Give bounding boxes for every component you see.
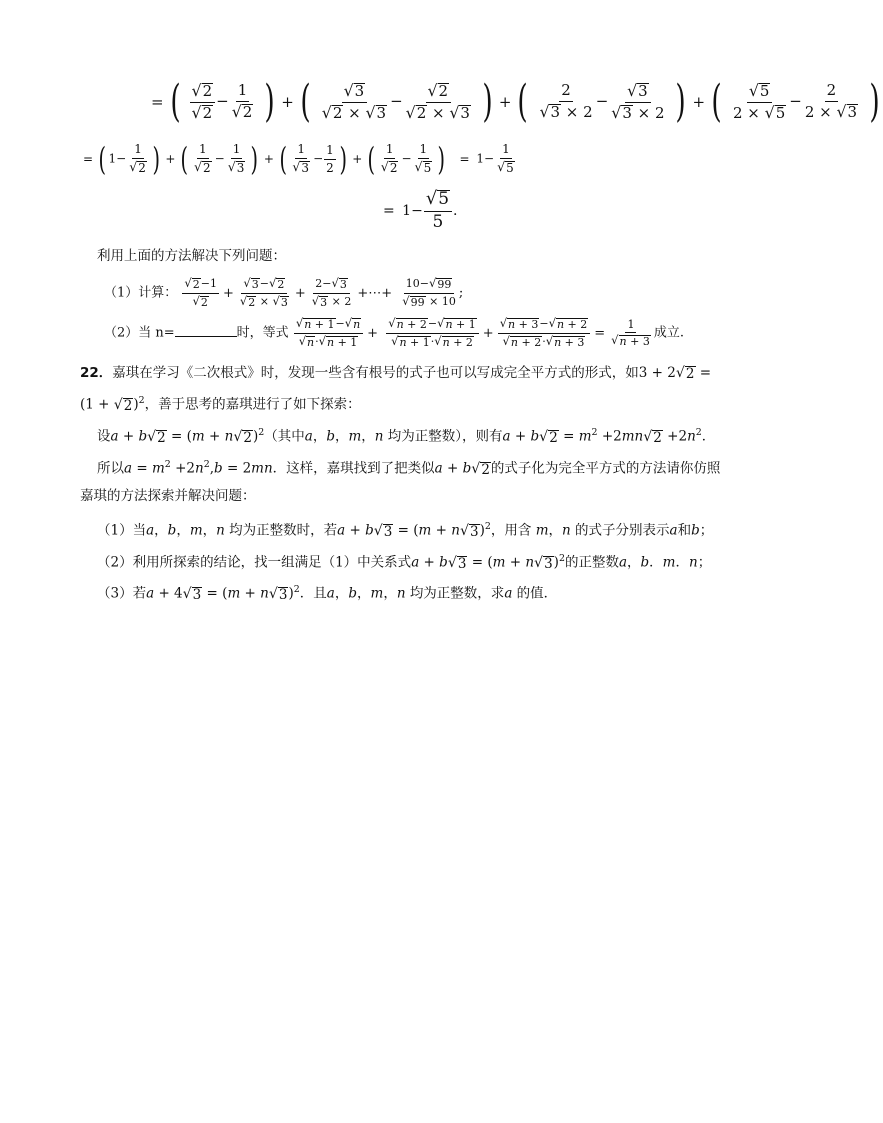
question-2: （2）当 n= 时，等式 √ n + 1 − √ n √ n · √ n + 1 + √ n + 2 − √ n + 1 √ n + 1 · √ n + 2 + √ n + 3 − √ n + 2 √ n + 2 · √ n + 3 = 1 √ n + 3 成立.: [104, 316, 684, 349]
s1-text-c: ，用含: [490, 522, 532, 539]
q2-prefix: （2）当 n=: [104, 325, 175, 341]
problem-22-line-3: 设a + b √ 2 = (m + n √ 2 )$^2$（其中a，b，m，n 均为正整数），则有a + b √ 2 = $m^2 +2mn$ √ 2 $+2n^2$．: [97, 427, 716, 446]
s1-text-d: 的式子分别表示: [575, 522, 670, 539]
problem-22-line-5: 嘉琪的方法探索并解决问题：: [80, 488, 256, 504]
sub-question-2: （2）利用所探索的结论，找一组满足（1）中关系式a + b √ 3 = (m + n √ 3 )$^2$的正整数a，b．m．n；: [97, 553, 712, 572]
s2-text-a: （2）利用所探索的结论，找一组满足（1）中关系式: [97, 554, 412, 571]
p22-text-1: 嘉琪在学习《二次根式》时，发现一些含有根号的式子也可以写成完全平方式的形式，如: [112, 365, 639, 381]
sub-question-1: （1）当a，b，m，n 均为正整数时，若a + b √ 3 = (m + n √ 3 )$^2$，用含 m，n 的式子分别表示a和b；: [97, 521, 714, 540]
intro-text: 利用上面的方法解决下列问题：: [97, 248, 286, 264]
problem-number: 22．: [80, 365, 113, 381]
q2-end: 成立.: [653, 325, 684, 341]
expr-line-3: = 1− √ 5 5 .: [383, 188, 458, 232]
p22-text-4b: 这样，嘉琪找到了把类似: [286, 460, 435, 477]
problem-22-line-1: 22．嘉琪在学习《二次根式》时，发现一些含有根号的式子也可以写成完全平方式的形式，如3 + 2 √ 2 =: [80, 365, 712, 382]
s1-text-b: 均为正整数时，若: [229, 522, 338, 539]
s1-text-a: （1）当: [97, 522, 147, 539]
problem-22-line-4: 所以$a = m^2 +2n^2,b = 2mn$．这样，嘉琪找到了把类似a + b √ 2 的式子化为完全平方式的方法请你仿照: [97, 459, 721, 478]
expr-line-2: = ( 1− 1 √ 2 ) + ( 1 √ 2 − 1 √ 3 ) + ( 1 √ 3 − $\frac{1}{2}$ ) + ( 1 √ 2 − 1 √ 5 ) = 1− 1 √ 5: [83, 140, 514, 178]
p22-text-3a: 设: [97, 428, 111, 445]
p22-text-2: ，善于思考的嘉琪进行了如下探索：: [144, 396, 361, 413]
p22-text-4c: 的式子化为完全平方式的方法请你仿照: [490, 460, 721, 477]
s3-text-d: 的值．: [516, 585, 558, 602]
s2-text-b: 的正整数: [564, 554, 619, 571]
s3-text-c: 均为正整数，求: [409, 585, 505, 602]
p22-text-3b: （其中: [264, 428, 305, 445]
q1-prefix: （1）计算：: [104, 285, 178, 301]
question-1: （1）计算： √ 2 −1 √ 2 + √ 3 − √ 2 √ 2 × √ 3 + 2− √ 3 √ 3 × 2 +⋯+ 10− √ 99 √ 99 × 10 ;: [104, 276, 464, 309]
s3-text-b: ．且: [299, 585, 327, 602]
sub-question-3: （3）若a + 4 √ 3 = (m + n √ 3 )$^2$．且a，b，m，n 均为正整数，求a 的值．: [97, 584, 558, 603]
s3-text-a: （3）若: [97, 585, 147, 602]
answer-blank[interactable]: [175, 324, 237, 337]
expr-line-1: = ( √ 2 √ 2 − 1 √ 2 ) + ( √ 3 √ 2 × √ 3 − √ 2 √ 2 × √ 3 ) + ( 2 √ 3 × 2 − √ 3 √ 3 × 2 ) + ( √ 5 2 × √ 5 − 2 2 × √ 3 ): [151, 76, 880, 127]
p22-text-3c: 均为正整数），则有: [387, 428, 503, 445]
q2-mid: 时，等式: [236, 325, 289, 341]
s1-text-e: 和: [677, 522, 692, 539]
problem-22-line-2: (1 + √ 2 )$^2$，善于思考的嘉琪进行了如下探索：: [80, 395, 361, 414]
p22-text-4a: 所以: [97, 460, 124, 477]
